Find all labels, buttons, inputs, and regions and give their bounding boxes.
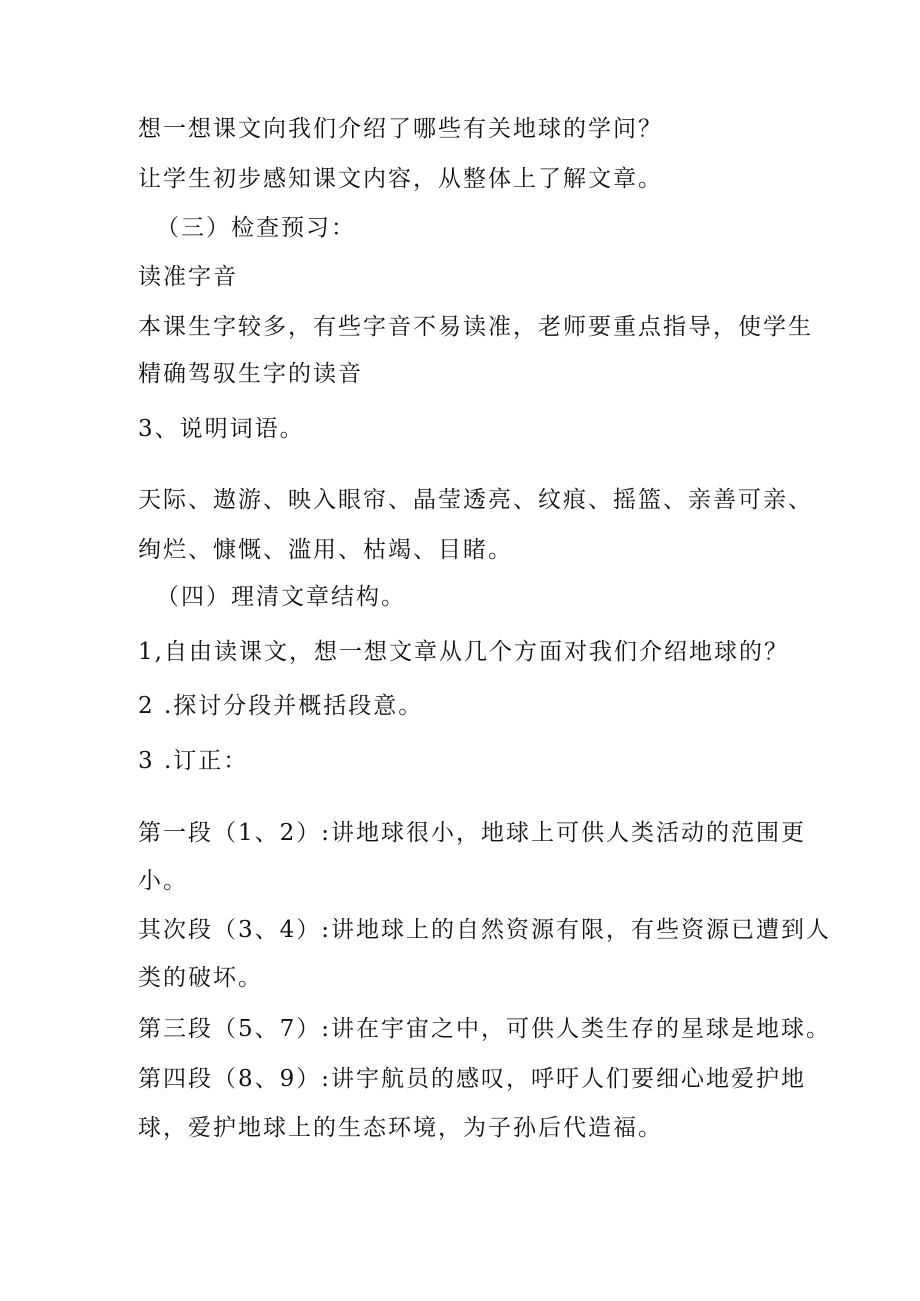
section-heading-4: （四）理清文章结构。 [156,584,406,610]
task-3: 3 .订正： [138,748,249,774]
subheading-vocabulary: 3、说明词语。 [138,416,305,442]
section-heading-3: （三）检查预习： [156,215,356,241]
vocabulary-line-2: 绚烂、慷慨、滥用、枯竭、目睹。 [138,537,513,563]
subheading-read-pronunciation: 读准字音 [138,264,238,290]
paragraph-pronunciation-1: 本课生字较多，有些字音不易读准，老师要重点指导，使学生 [138,314,813,340]
paragraph-pronunciation-2: 精确驾驭生字的读音 [138,361,363,387]
task-1: 1,自由读课文，想一想文章从几个方面对我们介绍地球的？ [138,639,789,665]
vocabulary-line-1: 天际、遨游、映入眼帘、晶莹透亮、纹痕、摇篮、亲善可亲、 [138,487,813,513]
paragraph-intro: 让学生初步感知课文内容，从整体上了解文章。 [138,166,663,192]
segment-4-line-2: 球，爱护地球上的生态环境，为子孙后代造福。 [138,1115,663,1141]
segment-2-line-2: 类的破坏。 [138,965,263,991]
segment-2-line-1: 其次段（3、4）:讲地球上的自然资源有限，有些资源已遭到人 [138,917,832,943]
segment-1-line-1: 第一段（1、2）:讲地球很小，地球上可供人类活动的范围更 [138,820,807,846]
paragraph-question: 想一想课文向我们介绍了哪些有关地球的学问？ [138,116,663,142]
segment-3: 第三段（5、7）:讲在宇宙之中，可供人类生存的星球是地球。 [138,1016,832,1042]
segment-1-line-2: 小。 [138,868,188,894]
task-2: 2 .探讨分段并概括段意。 [138,693,424,719]
segment-4-line-1: 第四段（8、9）:讲宇航员的感叹，呼吁人们要细心地爱护地 [138,1066,807,1092]
